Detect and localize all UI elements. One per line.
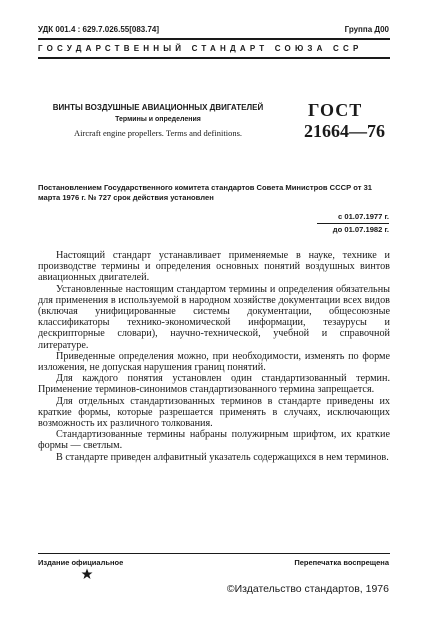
document-body (38, 250, 390, 463)
validity-date-to: до 01.07.1982 г. (332, 225, 389, 234)
body-paragraph: Для отдельных стандартизованных терминов в стандарте приведены их краткие формы, которые разрешается применять в случаях, исключающих возможность их различного толкования. (38, 395, 390, 430)
state-standard-banner: ГОСУДАРСТВЕННЫЙ СТАНДАРТ СОЮЗА ССР (38, 44, 363, 53)
validity-date-divider (317, 223, 389, 224)
footer-rule (38, 553, 390, 554)
body-paragraph: В стандарте приведен алфавитный указатель содержащихся в нем терминов. (56, 451, 389, 463)
body-paragraph: Стандартизованные термины набраны полужирным шрифтом, их краткие формы — светлым. (38, 429, 390, 452)
star-icon (81, 568, 93, 580)
gost-number: 21664—76 (304, 121, 385, 141)
decree-text: Постановлением Государственного комитета стандартов Совета Министров СССР от 31 марта 1976 г. № 727 срок действия установлен (38, 183, 373, 202)
standard-title-english: Aircraft engine propellers. Terms and definitions. (73, 128, 243, 138)
validity-date-from: с 01.07.1977 г. (338, 212, 389, 221)
body-paragraph: Настоящий стандарт устанавливает применяемые в науке, технике и производстве термины и определения основных понятий воздушных винтов авиационных двигателей. (38, 250, 390, 284)
body-paragraph: Приведенные определения можно, при необходимости, изменять по форме изложения, не допуская нарушения границ понятий. (38, 350, 390, 374)
header-bottom-rule (38, 57, 390, 59)
group-code: Группа Д00 (344, 25, 389, 34)
copyright-notice: ©Издательство стандартов, 1976 (226, 583, 389, 595)
standard-title: ВИНТЫ ВОЗДУШНЫЕ АВИАЦИОННЫХ ДВИГАТЕЛЕЙ (52, 103, 264, 112)
udk-code: УДК 001.4 : 629.7.026.55[083.74] (38, 25, 160, 34)
body-paragraph: Для каждого понятия установлен один стандартизованный термин. Применение терминов-синонимов стандартизованного термина запрещается. (38, 373, 390, 396)
header-top-rule (38, 38, 390, 40)
reprint-prohibited-label: Перепечатка воспрещена (294, 558, 389, 567)
gost-label: ГОСТ (308, 100, 363, 120)
official-edition-label: Издание официальное (38, 558, 124, 567)
standard-subtitle: Термины и определения (115, 116, 201, 123)
body-paragraph: Установленные настоящим стандартом термины и определения обязательны для применения в используемой в народном хозяйстве документации всех видов (включая унифицированные системы документации, общесоюзные классификаторы технико-экономической информации, тезаурусы и дескрипторные словари), научно-технической, учебной и справочной литературе. (38, 283, 390, 351)
